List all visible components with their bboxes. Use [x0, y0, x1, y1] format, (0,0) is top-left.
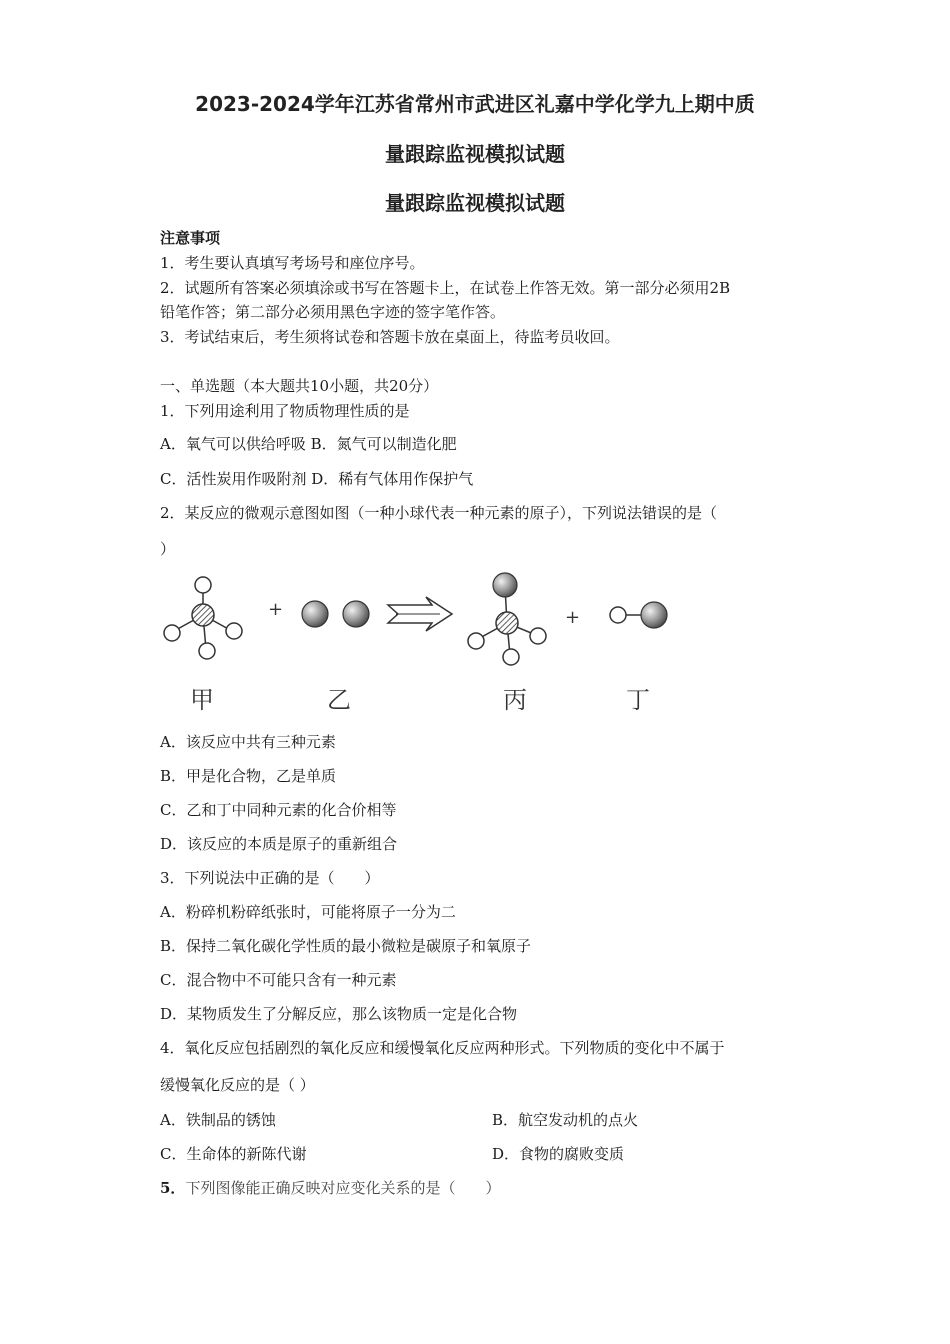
question-4-option-d: D．食物的腐败变质 — [492, 1145, 625, 1163]
question-4-stem: 4．氧化反应包括剧烈的氧化反应和缓慢氧化反应两种形式。下列物质的变化中不属于 — [160, 1039, 725, 1057]
page-title-line-3: 量跟踪监视模拟试题 — [385, 191, 565, 215]
question-2-stem: 2．某反应的微观示意图如图（一种小球代表一种元素的原子），下列说法错误的是（ — [160, 504, 718, 522]
molecule-yi — [302, 601, 369, 627]
question-3-option-a: A．粉碎机粉碎纸张时，可能将原子一分为二 — [160, 903, 456, 921]
label-yi: 乙 — [327, 686, 351, 714]
reaction-arrow — [388, 597, 452, 631]
label-jia: 甲 — [190, 686, 214, 714]
question-5-stem — [160, 1178, 500, 1198]
reaction-diagram — [150, 565, 690, 675]
molecule-jia — [164, 577, 242, 659]
question-2-option-b: B．甲是化合物，乙是单质 — [160, 767, 337, 785]
question-2-stem-end: ） — [160, 540, 176, 558]
question-3-option-b: B．保持二氧化碳化学性质的最小微粒是碳原子和氧原子 — [160, 937, 532, 955]
question-1-stem: 1．下列用途利用了物质物理性质的是 — [160, 402, 410, 420]
notice-heading: 注意事项 — [160, 229, 221, 247]
question-2-option-d: D．该反应的本质是原子的重新组合 — [160, 835, 398, 853]
notice-item: 铅笔作答；第二部分必须用黑色字迹的签字笔作答。 — [160, 303, 506, 321]
plus-sign: + — [565, 607, 581, 628]
question-5-number: 5． — [160, 1179, 186, 1197]
page-title-line-1: 2023-2024学年江苏省常州市武进区礼嘉中学化学九上期中质 — [195, 92, 755, 116]
question-4-stem-2: 缓慢氧化反应的是（ ） — [160, 1076, 315, 1094]
question-4-option-c: C．生命体的新陈代谢 — [160, 1145, 307, 1163]
question-4-option-b: B．航空发动机的点火 — [492, 1111, 639, 1129]
question-3-option-d: D．某物质发生了分解反应，那么该物质一定是化合物 — [160, 1005, 518, 1023]
label-ding: 丁 — [626, 686, 650, 714]
plus-sign: + — [268, 599, 284, 620]
notice-item: 1．考生要认真填写考场号和座位序号。 — [160, 254, 425, 272]
molecule-ding — [610, 602, 667, 628]
question-5-text: 下列图像能正确反映对应变化关系的是（ ） — [185, 1179, 501, 1197]
molecule-bing — [468, 573, 546, 665]
question-4-option-a: A．铁制品的锈蚀 — [160, 1111, 276, 1129]
label-bing: 丙 — [503, 686, 527, 714]
question-1-options-row-1: A．氧气可以供给呼吸 B．氮气可以制造化肥 — [160, 435, 457, 453]
page-title-line-2: 量跟踪监视模拟试题 — [385, 142, 565, 166]
question-2-option-a: A．该反应中共有三种元素 — [160, 733, 336, 751]
question-2-option-c: C．乙和丁中同种元素的化合价相等 — [160, 801, 397, 819]
question-3-stem: 3．下列说法中正确的是（ ） — [160, 869, 380, 887]
notice-item: 3．考试结束后，考生须将试卷和答题卡放在桌面上，待监考员收回。 — [160, 328, 620, 346]
notice-item: 2．试题所有答案必须填涂或书写在答题卡上，在试卷上作答无效。第一部分必须用2B — [160, 279, 731, 297]
question-3-option-c: C．混合物中不可能只含有一种元素 — [160, 971, 397, 989]
question-1-options-row-2: C．活性炭用作吸附剂 D．稀有气体用作保护气 — [160, 470, 474, 488]
section-heading: 一、单选题（本大题共10小题，共20分） — [160, 377, 439, 395]
